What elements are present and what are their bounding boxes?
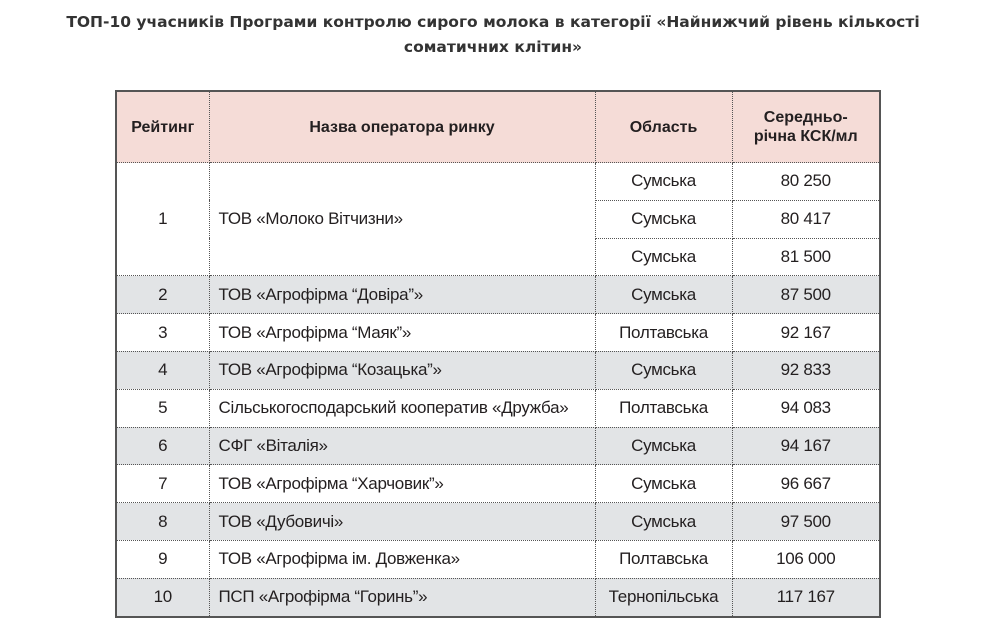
- cell-operator: ПСП «Агрофірма “Горинь”»: [209, 578, 595, 616]
- cell-scc-value: 81 500: [732, 238, 880, 276]
- cell-region: Сумська: [595, 427, 732, 465]
- cell-operator: ТОВ «Агрофірма “Харчовик”»: [209, 465, 595, 503]
- cell-rank: 6: [116, 427, 209, 465]
- table-row: [116, 314, 880, 352]
- table-row: [116, 503, 880, 541]
- cell-operator: СФГ «Віталія»: [209, 427, 595, 465]
- header-rank: Рейтинг: [116, 91, 209, 163]
- cell-scc-value: 106 000: [732, 540, 880, 578]
- header-region: Область: [595, 91, 732, 163]
- cell-region: Полтавська: [595, 389, 732, 427]
- table-header: [116, 91, 880, 163]
- cell-rank: 1: [116, 163, 209, 276]
- cell-scc-value: 96 667: [732, 465, 880, 503]
- table-row: [116, 427, 880, 465]
- cell-operator: ТОВ «Молоко Вітчизни»: [209, 163, 595, 276]
- cell-scc-value: 117 167: [732, 578, 880, 616]
- table-row: [116, 540, 880, 578]
- cell-scc-value: 94 083: [732, 389, 880, 427]
- header-scc-line-2: річна КСК/мл: [753, 128, 858, 145]
- table-body: [116, 163, 880, 617]
- cell-rank: 7: [116, 465, 209, 503]
- cell-rank: 10: [116, 578, 209, 616]
- cell-scc-value: 92 167: [732, 314, 880, 352]
- cell-rank: 5: [116, 389, 209, 427]
- table-row: [116, 465, 880, 503]
- cell-rank: 9: [116, 540, 209, 578]
- cell-scc-value: 94 167: [732, 427, 880, 465]
- header-operator: Назва оператора ринку: [209, 91, 595, 163]
- cell-scc-value: 97 500: [732, 503, 880, 541]
- table-row: [116, 276, 880, 314]
- cell-operator: ТОВ «Дубовичі»: [209, 503, 595, 541]
- cell-region: Сумська: [595, 503, 732, 541]
- cell-operator: ТОВ «Агрофірма “Маяк”»: [209, 314, 595, 352]
- page-title: [0, 10, 986, 60]
- cell-region: Сумська: [595, 465, 732, 503]
- cell-region: Сумська: [595, 200, 732, 238]
- table-row: [116, 163, 880, 201]
- cell-rank: 3: [116, 314, 209, 352]
- cell-operator: ТОВ «Агрофірма “Козацька”»: [209, 351, 595, 389]
- cell-scc-value: 92 833: [732, 351, 880, 389]
- cell-region: Сумська: [595, 351, 732, 389]
- table-row: [116, 578, 880, 616]
- header-row: [116, 91, 880, 163]
- cell-region: Полтавська: [595, 314, 732, 352]
- cell-operator: ТОВ «Агрофірма “Довіра”»: [209, 276, 595, 314]
- cell-rank: 4: [116, 351, 209, 389]
- page-title-line-2: соматичних клітин»: [403, 38, 583, 56]
- header-scc: [732, 91, 880, 163]
- table-row: [116, 351, 880, 389]
- cell-operator: Сільськогосподарський кооператив «Дружба»: [209, 389, 595, 427]
- cell-scc-value: 80 250: [732, 163, 880, 201]
- cell-operator: ТОВ «Агрофірма ім. Довженка»: [209, 540, 595, 578]
- ranking-table: [115, 90, 881, 618]
- cell-region: Сумська: [595, 163, 732, 201]
- cell-region: Сумська: [595, 238, 732, 276]
- header-scc-line-1: Середньо-: [763, 109, 848, 126]
- cell-scc-value: 80 417: [732, 200, 880, 238]
- cell-scc-value: 87 500: [732, 276, 880, 314]
- cell-region: Полтавська: [595, 540, 732, 578]
- cell-region: Сумська: [595, 276, 732, 314]
- cell-region: Тернопільська: [595, 578, 732, 616]
- cell-rank: 8: [116, 503, 209, 541]
- table-row: [116, 389, 880, 427]
- cell-rank: 2: [116, 276, 209, 314]
- page-title-line-1: ТОП-10 учасників Програми контролю сирого молока в категорії «Найнижчий рівень кількості: [66, 13, 920, 31]
